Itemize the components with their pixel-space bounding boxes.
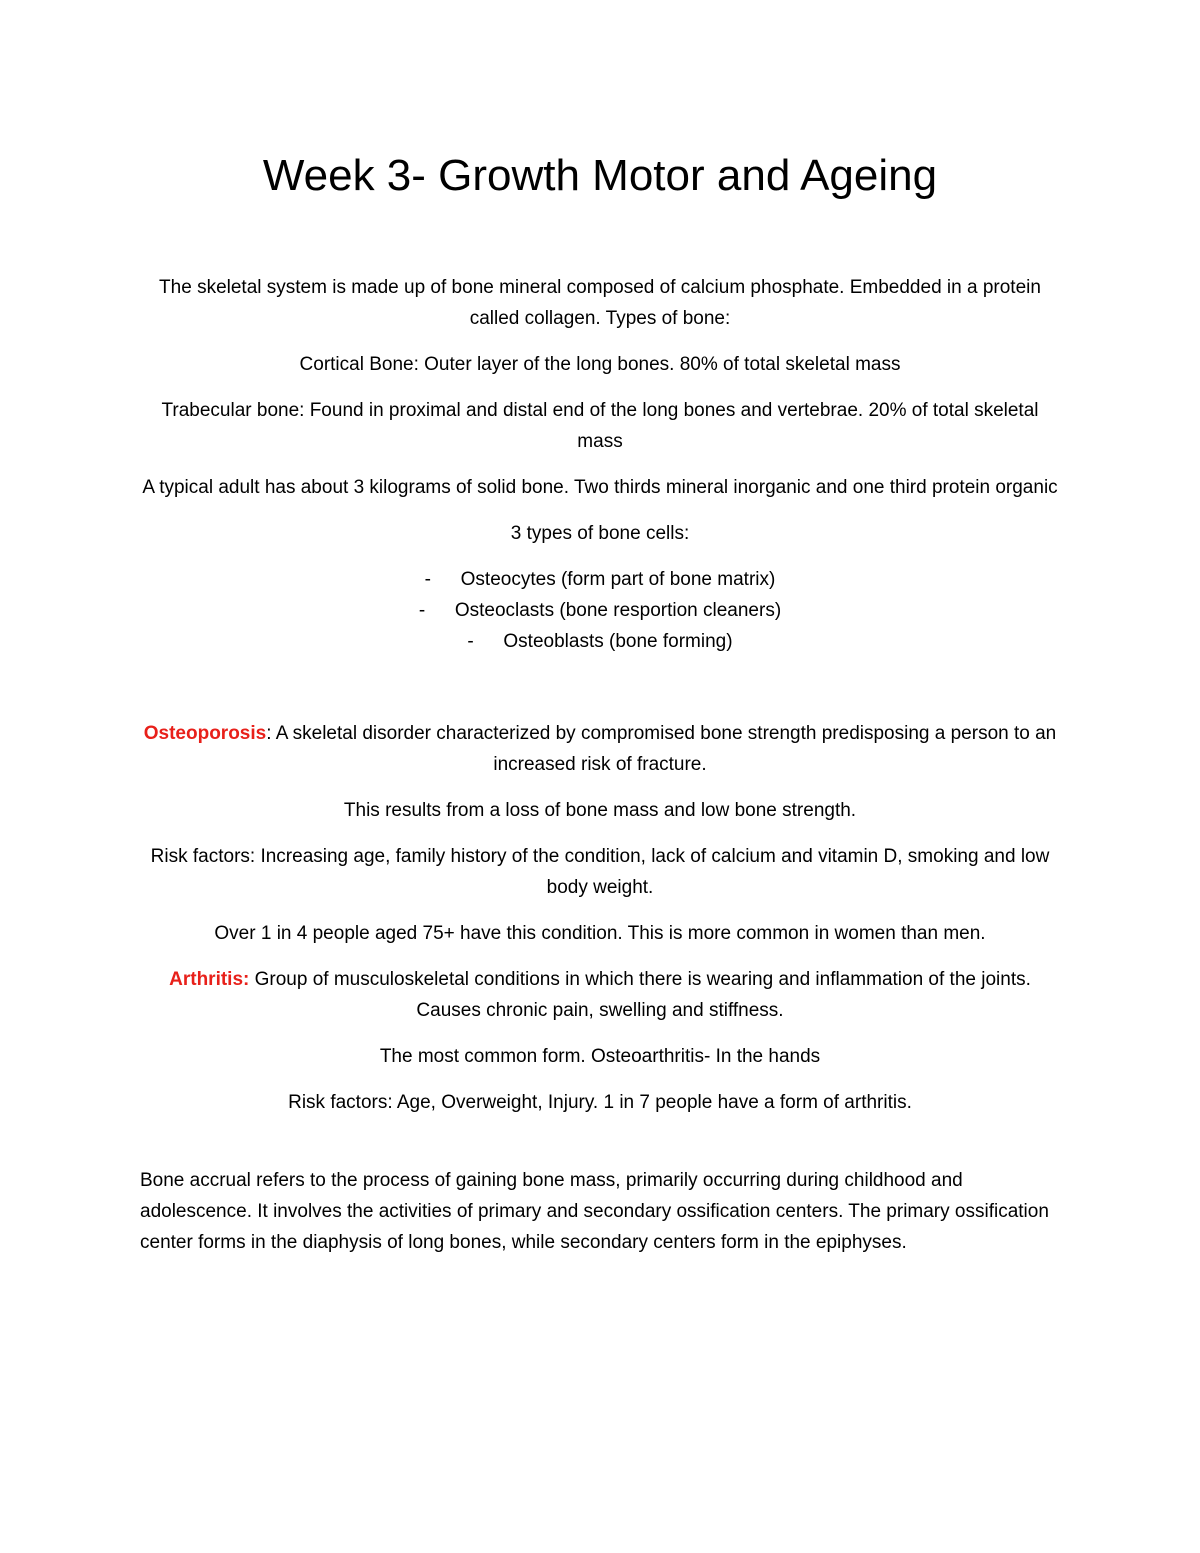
osteoporosis-prevalence: Over 1 in 4 people aged 75+ have this condition. This is more common in women than men. bbox=[214, 923, 986, 944]
arthritis-definition-text: Group of musculoskeletal conditions in which there is wearing and inflammation of the joints. Causes chronic pain, swelling and stiffness. bbox=[249, 969, 1031, 1021]
osteoporosis-definition bbox=[140, 718, 1060, 780]
osteoporosis-cause: This results from a loss of bone mass and low bone strength. bbox=[343, 800, 857, 821]
list-item-text: Osteoblasts (bone forming) bbox=[503, 631, 733, 652]
bone-accrual-paragraph: Bone accrual refers to the process of gaining bone mass, primarily occurring during childhood and adolescence. It involves the activities of primary and secondary ossification centers. The primary ossification center forms in the diaphysis of long bones, while secondary centers form in the epiphyses. bbox=[140, 1170, 1049, 1253]
dash-bullet: - bbox=[418, 600, 426, 621]
document-body bbox=[140, 272, 1060, 1258]
blank-line bbox=[140, 1118, 1060, 1165]
osteoporosis-term: Osteoporosis bbox=[143, 723, 267, 744]
bone-cells-heading: 3 types of bone cells: bbox=[510, 523, 690, 544]
list-item bbox=[140, 564, 1060, 595]
arthritis-definition bbox=[140, 964, 1060, 1026]
list-item-text: Osteoclasts (bone resportion cleaners) bbox=[454, 600, 782, 621]
document-title: Week 3- Growth Motor and Ageing bbox=[262, 151, 938, 200]
dash-bullet: - bbox=[424, 569, 431, 590]
blank-line bbox=[140, 657, 1060, 718]
typical-adult-paragraph: A typical adult has about 3 kilograms of solid bone. Two thirds mineral inorganic and one third protein organic bbox=[142, 477, 1058, 498]
arthritis-risk-factors: Risk factors: Age, Overweight, Injury. 1 in 7 people have a form of arthritis. bbox=[288, 1092, 912, 1113]
dash-bullet: - bbox=[467, 631, 474, 652]
arthritis-common-form: The most common form. Osteoarthritis- In the hands bbox=[379, 1046, 821, 1067]
list-item-text: Osteocytes (form part of bone matrix) bbox=[460, 569, 776, 590]
arthritis-term: Arthritis: bbox=[169, 969, 250, 990]
cortical-bone-paragraph: Cortical Bone: Outer layer of the long bones. 80% of total skeletal mass bbox=[299, 354, 901, 375]
osteoporosis-definition-text: : A skeletal disorder characterized by compromised bone strength predisposing a person to an increased risk of fracture. bbox=[266, 723, 1057, 775]
list-item bbox=[140, 595, 1060, 626]
bone-cells-list bbox=[140, 564, 1060, 657]
skeletal-system-paragraph: The skeletal system is made up of bone mineral composed of calcium phosphate. Embedded in a protein called collagen. Types of bone: bbox=[159, 277, 1041, 329]
trabecular-bone-paragraph: Trabecular bone: Found in proximal and distal end of the long bones and vertebrae. 20% of total skeletal mass bbox=[161, 400, 1039, 452]
list-item bbox=[140, 626, 1060, 657]
osteoporosis-risk-factors: Risk factors: Increasing age, family history of the condition, lack of calcium and vitamin D, smoking and low body weight. bbox=[150, 846, 1050, 898]
